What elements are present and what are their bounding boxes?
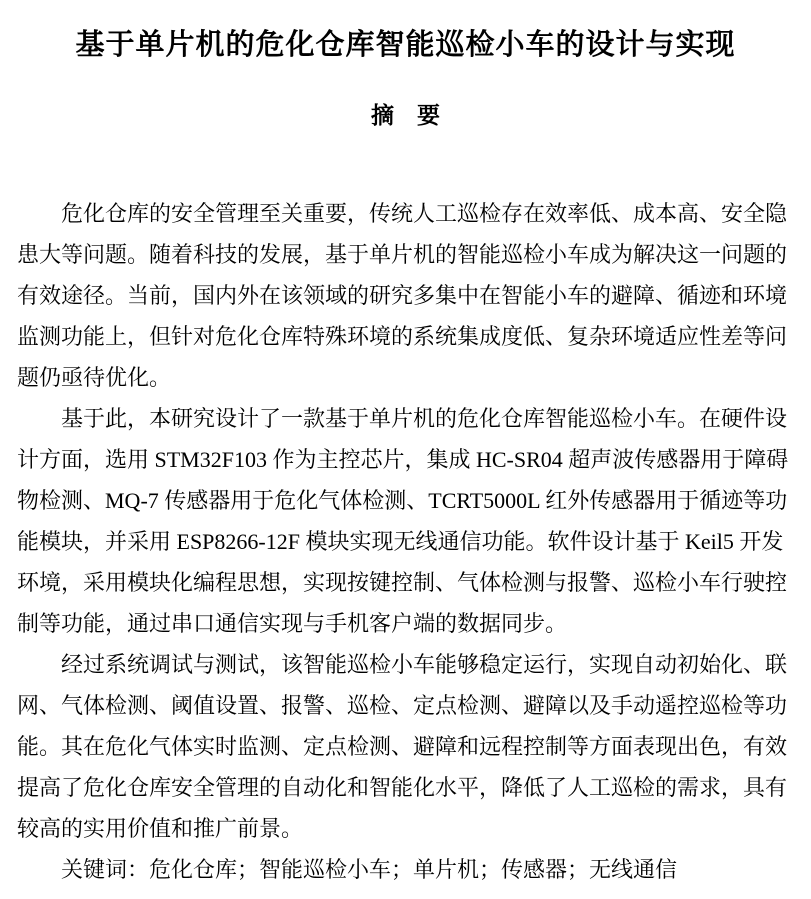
text-line: 基于此，本研究设计了一款基于单片机的危化仓库智能巡检小车。在硬件设 <box>61 406 788 431</box>
text-line: 监测功能上，但针对危化仓库特殊环境的系统集成度低、复杂环境适应性差等问 <box>17 324 788 349</box>
text-line: 物检测、MQ-7 传感器用于危化气体检测、TCRT5000L 红外传感器用于循迹等功 <box>17 488 788 513</box>
text-line: 患大等问题。随着科技的发展，基于单片机的智能巡检小车成为解决这一问题的 <box>17 242 788 267</box>
text-line: 制等功能，通过串口通信实现与手机客户端的数据同步。 <box>17 611 568 636</box>
text-line: 危化仓库的安全管理至关重要，传统人工巡检存在效率低、成本高、安全隐 <box>61 201 788 226</box>
text-line: 能。其在危化气体实时监测、定点检测、避障和远程控制等方面表现出色，有效 <box>17 734 788 759</box>
text-line: 环境，采用模块化编程思想，实现按键控制、气体检测与报警、巡检小车行驶控 <box>17 570 788 595</box>
text-line: 提高了危化仓库安全管理的自动化和智能化水平，降低了人工巡检的需求，具有 <box>17 775 788 800</box>
text-line: 经过系统调试与测试，该智能巡检小车能够稳定运行，实现自动初始化、联 <box>61 652 788 677</box>
document-title: 基于单片机的危化仓库智能巡检小车的设计与实现 <box>75 29 736 61</box>
paragraph-3 <box>17 644 788 849</box>
keywords: 关键词：危化仓库；智能巡检小车；单片机；传感器；无线通信 <box>61 857 678 882</box>
text-line: 网、气体检测、阈值设置、报警、巡检、定点检测、避障以及手动遥控巡检等功 <box>17 693 788 718</box>
paragraph-1 <box>17 193 788 398</box>
text-line: 有效途径。当前，国内外在该领域的研究多集中在智能小车的避障、循迹和环境 <box>17 283 788 308</box>
text-line: 能模块，并采用 ESP8266-12F 模块实现无线通信功能。软件设计基于 Keil5 开发 <box>17 529 784 554</box>
text-line: 题仍亟待优化。 <box>17 365 172 390</box>
abstract-heading: 摘 要 <box>371 103 440 128</box>
paragraph-2 <box>17 398 789 644</box>
abstract-body <box>17 193 789 890</box>
text-line: 计方面，选用 STM32F103 作为主控芯片，集成 HC-SR04 超声波传感器用于障碍 <box>17 447 789 472</box>
text-line: 较高的实用价值和推广前景。 <box>17 816 304 841</box>
